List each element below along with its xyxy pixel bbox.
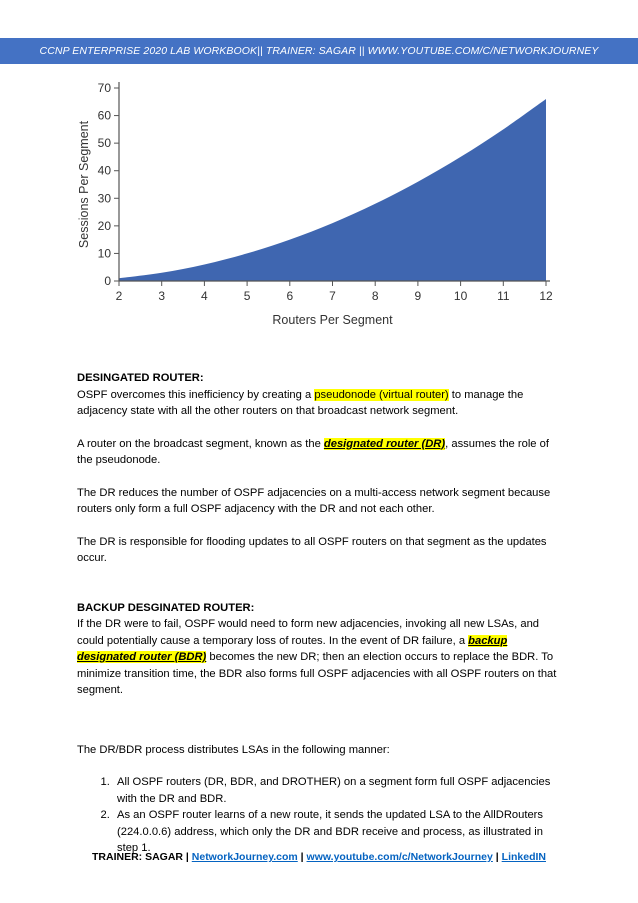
x-tick-label: 9 xyxy=(414,289,422,303)
x-tick-label: 2 xyxy=(115,289,123,303)
sessions-chart xyxy=(70,74,570,334)
y-tick-label: 30 xyxy=(97,191,111,206)
dr-paragraph-2 xyxy=(77,436,567,469)
sessions-area xyxy=(119,99,546,281)
banner-text: CCNP ENTERPRISE 2020 LAB WORKBOOK|| TRAINER: SAGAR || WWW.YOUTUBE.COM/C/NETWORKJOURNEY xyxy=(39,45,599,57)
y-tick-label: 60 xyxy=(97,108,111,123)
x-tick-label: 10 xyxy=(453,289,468,303)
footer-separator: | xyxy=(492,851,502,863)
x-tick-label: 11 xyxy=(497,289,510,303)
list-item: 1. All OSPF routers (DR, BDR, and DROTHER) on a segment form full OSPF adjacencies with the DR and BDR. xyxy=(113,774,567,807)
y-tick-label: 0 xyxy=(104,274,111,288)
dr-paragraph-3: The DR reduces the number of OSPF adjacencies on a multi-access network segment because routers only form a full OSPF adjacency with the DR and not each other. xyxy=(77,486,551,515)
text-run: A router on the broadcast segment, known as the xyxy=(77,437,324,450)
y-axis-label: Sessions Per Segment xyxy=(77,120,91,249)
x-tick-label: 5 xyxy=(243,289,251,303)
dr-paragraph-1 xyxy=(77,387,567,420)
highlight-designated-router: designated router (DR) xyxy=(323,437,446,450)
y-tick-label: 70 xyxy=(97,81,111,95)
x-tick-label: 7 xyxy=(329,289,336,303)
x-tick-label: 4 xyxy=(201,289,208,303)
chart-svg xyxy=(70,74,570,334)
x-axis-label: Routers Per Segment xyxy=(272,313,393,327)
x-tick-label: 3 xyxy=(158,289,166,303)
bdr-paragraph-1 xyxy=(77,616,567,699)
text-run: , assumes the role of the pseudonode. xyxy=(77,437,549,466)
list-item: 2. As an OSPF router learns of a new route, it sends the updated LSA to the AllDRouters (224.0.0.6) address, which only the DR and BDR receive and process, as illustrated in step 1. xyxy=(113,807,567,857)
y-tick-label: 40 xyxy=(97,163,111,178)
dr-heading: DESINGATED ROUTER: xyxy=(77,372,204,384)
footer-link-networkjourney[interactable]: NetworkJourney.com xyxy=(191,851,298,863)
footer-link-linkedin[interactable]: LinkedIN xyxy=(501,851,546,863)
footer-prefix: TRAINER: SAGAR | xyxy=(91,851,192,863)
highlight-backup-designated-router: backup designated router (BDR) xyxy=(77,634,508,663)
text-run: OSPF overcomes this inefficiency by creating a xyxy=(77,388,315,401)
y-tick-label: 10 xyxy=(97,246,111,261)
footer-link-youtube[interactable]: www.youtube.com/c/NetworkJourney xyxy=(306,851,493,863)
process-intro: The DR/BDR process distributes LSAs in the following manner: xyxy=(77,743,390,756)
footer xyxy=(0,851,638,863)
document-body xyxy=(77,370,567,857)
text-run: becomes the new DR; then an election occurs to replace the BDR. To minimize transition time, the BDR also forms full OSPF adjacencies with all OSPF routers on that segment. xyxy=(77,651,557,696)
text-run: If the DR were to fail, OSPF would need to form new adjacencies, invoking all new LSAs, and could potentially cause a temporary loss of routes. In the event of DR failure, a xyxy=(77,618,540,647)
footer-separator: | xyxy=(297,851,307,863)
process-list xyxy=(77,774,567,857)
x-tick-label: 12 xyxy=(539,289,553,303)
x-tick-label: 6 xyxy=(286,289,294,303)
highlight-pseudonode: pseudonode (virtual router) xyxy=(314,388,449,401)
x-tick-label: 8 xyxy=(371,289,379,303)
text-run: to manage the adjacency state with all the other routers on that broadcast network segment. xyxy=(77,388,524,417)
y-tick-label: 20 xyxy=(97,218,111,233)
bdr-heading: BACKUP DESGINATED ROUTER: xyxy=(77,601,255,614)
dr-paragraph-4: The DR is responsible for flooding updates to all OSPF routers on that segment as the updates occur. xyxy=(77,535,547,564)
y-tick-label: 50 xyxy=(97,136,111,151)
header-banner xyxy=(0,38,638,64)
